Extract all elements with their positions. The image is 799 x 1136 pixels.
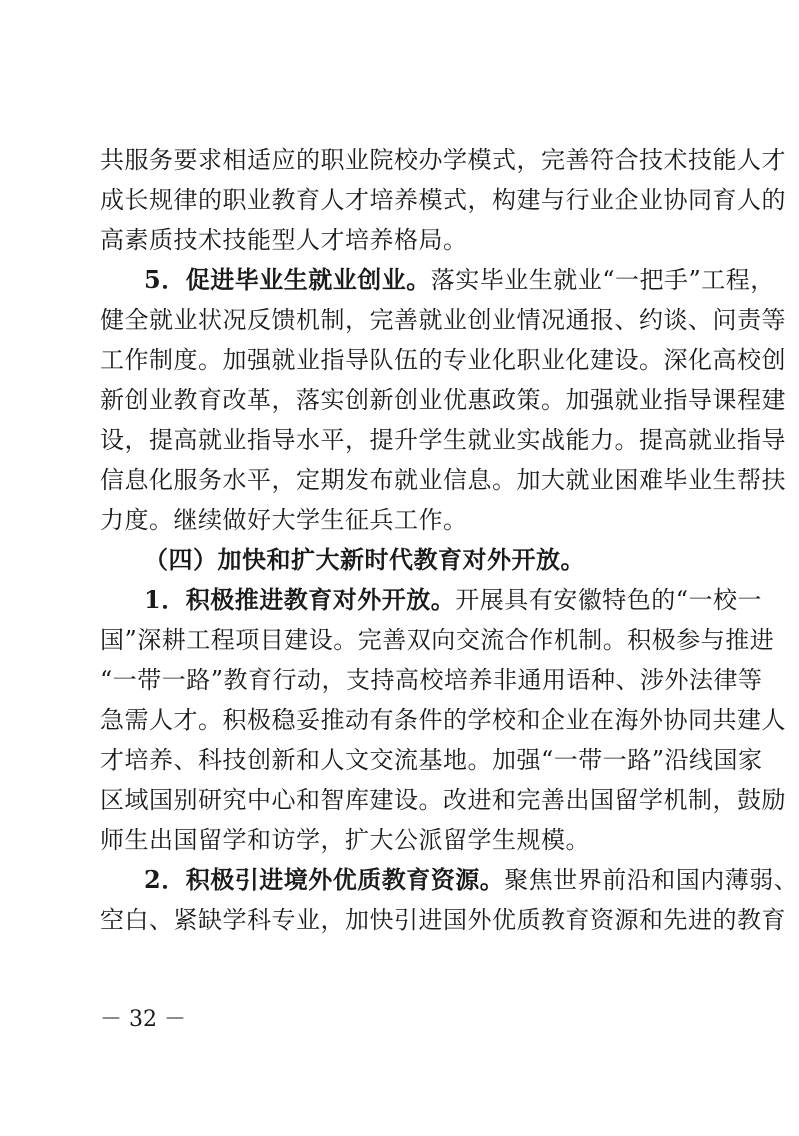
- line-text: 工作制度。加强就业指导队伍的专业化职业化建设。深化高校创: [100, 346, 786, 374]
- line-text: 共服务要求相适应的职业院校办学模式，完善符合技术技能人才: [100, 146, 786, 174]
- line-text: 高素质技术技能型人才培养格局。: [100, 226, 468, 254]
- text-line: [100, 182, 786, 222]
- line-text: 聚焦世界前沿和国内薄弱、: [504, 866, 799, 894]
- text-line: [100, 822, 710, 862]
- line-text: 开展具有安徽特色的“一校一: [455, 586, 762, 614]
- text-line: [100, 262, 775, 302]
- text-line: [100, 862, 799, 902]
- line-text: 健全就业状况反馈机制，完善就业创业情况通报、约谈、问责等: [100, 306, 786, 334]
- section-heading: （四）加快和扩大新时代教育对外开放。: [144, 546, 585, 574]
- text-line: [100, 622, 775, 662]
- line-text: 设，提高就业指导水平，提升学生就业实战能力。提高就业指导: [100, 426, 786, 454]
- text-line: [100, 422, 786, 462]
- text-line: [100, 302, 786, 342]
- text-line: [100, 662, 763, 702]
- line-text: 落实毕业生就业“一把手”工程，: [430, 266, 775, 294]
- text-line: [100, 782, 786, 822]
- line-text: 新创业教育改革，落实创新创业优惠政策。加强就业指导课程建: [100, 386, 786, 414]
- line-text: 成长规律的职业教育人才培养模式，构建与行业企业协同育人的: [100, 186, 786, 214]
- page-number: － 32 －: [100, 1007, 186, 1032]
- text-line: [100, 542, 710, 582]
- line-text: 空白、紧缺学科专业，加快引进国外优质教育资源和先进的教育: [100, 906, 786, 934]
- item-heading: 2．积极引进境外优质教育资源。: [144, 865, 505, 894]
- line-text: 力度。继续做好大学生征兵工作。: [100, 506, 468, 534]
- line-text: “一带一路”教育行动，支持高校培养非通用语种、涉外法律等: [100, 666, 763, 694]
- text-line: [100, 742, 763, 782]
- text-line: [100, 502, 710, 542]
- line-text: 区域国别研究中心和智库建设。改进和完善出国留学机制，鼓励: [100, 786, 786, 814]
- text-line: [100, 342, 786, 382]
- body-text: [100, 142, 799, 942]
- item-heading: 1．积极推进教育对外开放。: [144, 585, 456, 614]
- line-text: 才培养、科技创新和人文交流基地。加强“一带一路”沿线国家: [100, 746, 763, 774]
- text-line: [100, 142, 786, 182]
- line-text: 信息化服务水平，定期发布就业信息。加大就业困难毕业生帮扶: [100, 466, 786, 494]
- line-text: 国”深耕工程项目建设。完善双向交流合作机制。积极参与推进: [100, 626, 775, 654]
- line-text: 师生出国留学和访学，扩大公派留学生规模。: [100, 826, 590, 854]
- text-line: [100, 222, 710, 262]
- text-line: [100, 582, 762, 622]
- text-line: [100, 382, 786, 422]
- text-line: [100, 462, 786, 502]
- item-heading: 5．促进毕业生就业创业。: [144, 265, 431, 294]
- text-line: [100, 902, 786, 942]
- line-text: 急需人才。积极稳妥推动有条件的学校和企业在海外协同共建人: [100, 706, 786, 734]
- text-line: [100, 702, 786, 742]
